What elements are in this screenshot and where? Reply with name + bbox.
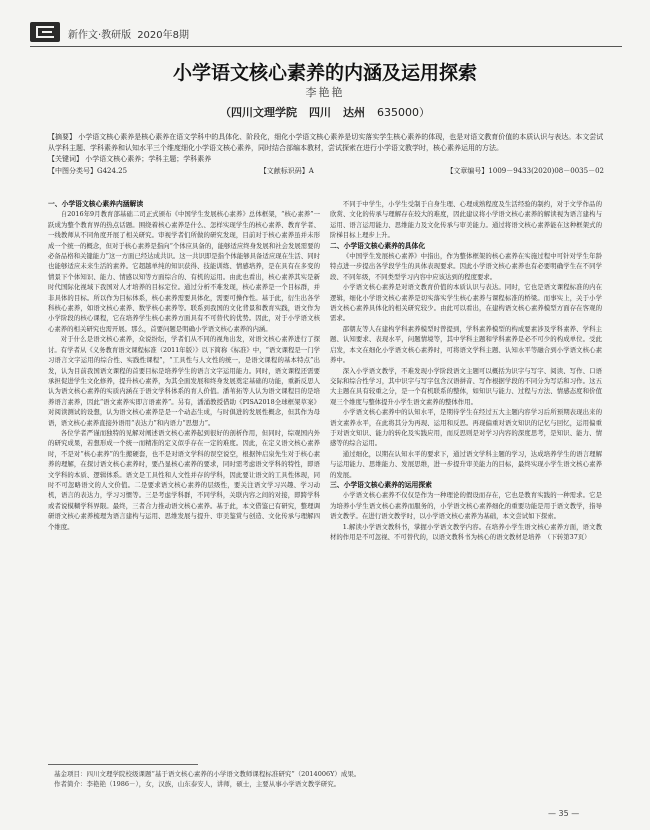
affiliation-postcode: 635000）: [377, 106, 430, 119]
body-paragraph: 小学语文核心素养中的认知水平，是期待学生在经过五大主题内容学习后所预期表现出来的语文素养水平，在此将其分为再现、运用和反思。再现偏重对语文知识的记忆与回忆，运用偏重于对语文知识、能力的转化及实践应用，而反思则是对学习内容的深度思考，是知识、能力、情感等的综合运用。: [330, 408, 602, 448]
journal-issue: [68, 26, 189, 41]
body-paragraph: 1.解读小学语文教科书，掌握小学语文教学内容。在培养小学生语文核心素养方面，语文教材的作用是不可忽视、不可替代的，以语文教科书为核心的语文教材是培养 （下转第37页）: [330, 522, 602, 541]
body-paragraph: 深入小学语文教学，不难发现小学阶段语文主题可以概括为识字与写字、阅读、写作、口语交际和综合性学习，其中识字与写字包含汉语拼音、写作根据学段的不同分为写话和习作。这五大主题在具有较重之分，是一个有机联系的整体，如知识与能力、过程与方法、情感态度和价值观三个维度与整体提升小学生语文素养的整体作用。: [330, 366, 602, 406]
body-paragraph: 不同于中学生，小学生受制于自身生理、心理成熟程度及生活经验的制约，对于文学作品的欣赏、文化的传承与理解存在较大的难度，因此建议将小学语文核心素养的解读视为语言建构与运用、语言运用能力、思维能力及文化传承与审美能力。通过将语文核心素养能在这种框架式的阶梯目标上理步上升。: [330, 200, 602, 240]
body-paragraph: 对于什么是语文核心素养，众说纷纭，学者们从不同的视角出发，对语文核心素养进行了探讨。有学者从《义务教育语文课程标准（2011年版）》以下简称《标准》中，“语文课程是一门学习语言文字运用的综合性、实践性课程”，“工具性与人文性的统一，是语文课程的基本特点”出发，认为目前我国语文课程的首要目标是培养学生的语言文字运用能力。同时，语文课程还需要承担促进学生文化修养，提升核心素养，为其全面发展和终身发展奠定基础的功能，重新反思人认为语文核心素养的实质内涵在于语文学科体系的育人价值。潘苇拓等人认为语文课程目的是培养语言素养，因此“语文素养实即言语素养”。另有，潘涌教授借助《PISA2018全球框架草案》对阅读测试的设想，认为语文核心素养是是一个动态生成，与时俱进的发展性概念，但其作为母语，语文核心素养直接外语用“表达力”和内语力“思想力”。: [48, 335, 320, 427]
footnote: [54, 769, 610, 789]
article-number: 【文章编号】1009－9433(2020)08－0035－02: [446, 167, 604, 175]
journal-header: [30, 22, 622, 44]
article-meta: [48, 132, 604, 177]
affiliation-city: 达州: [343, 106, 365, 119]
article-author: 李艳艳: [305, 86, 345, 99]
section-heading: 二、小学语文核心素养的具体化: [330, 241, 426, 250]
journal-logo-icon: [30, 22, 60, 42]
article-title: 小学语文核心素养的内涵及运用探索: [172, 62, 477, 84]
article-identifiers: [48, 166, 604, 177]
clc-number: 【中图分类号】G424.25: [48, 167, 128, 175]
keywords: 【关键词】 小学语文核心素养；学科主题；学科素养: [48, 155, 212, 163]
body-paragraph: 通过细化，以期在认知水平的要求下，通过语文学科主题的学习，达成培养学生的语言理解与运用能力、思维能力、发展思维，进一步提升审美能力的目标，最终实现小学生语文核心素养的发展。: [330, 449, 602, 479]
abstract: 【摘要】 小学语文核心素养是核心素养在语文学科中的具体化、阶段化，细化小学语文核心素养是切实落实学生核心素养的体现，也是对语文教育价值的本质认识与表达。本文尝试从学科主题、学科素养和认知水平三个维度细化小学语文核心素养，同时结合部编本教材，尝试探索在进行小学语文教学时，核心素养运用的方法。: [48, 133, 604, 152]
footnote-rule: [48, 764, 198, 765]
section-heading: 三、小学语文核心素养的运用探索: [330, 480, 432, 489]
body-paragraph: 邵朝友等人在建构学科素养模型时曾提到，学科素养模型的构成要素涉及学科素养、学科主题、认知要求、表现水平，问题情境等，其中学科主题和学科素养是必不可少的构成单位。受此启发，本文在细化小学语文核心素养时，可将语文学科主题、认知水平等融合到小学语文核心素养中。: [330, 324, 602, 365]
journal-name: 新作文·教研版: [68, 30, 132, 41]
affiliation-province: 四川: [309, 106, 331, 119]
footnote-author-bio: 作者简介：李艳艳（1986－），女，汉族，山东泰安人，讲师，硕士，主要从事小学语文教学研究。: [54, 780, 341, 788]
section-heading: 一、小学语文核心素养内涵解读: [48, 200, 144, 208]
footnote-fund: 基金项目：四川文理学院校级课题“基于语文核心素养的小学语文教师课程标准研究”（2014006Y）成果。: [54, 770, 361, 778]
page-number: — 35 —: [548, 809, 580, 818]
author-affiliation: [0, 104, 650, 120]
affiliation-school: （四川文理学院: [220, 106, 297, 119]
body-column-left: [48, 199, 320, 734]
issue-label: 2020年8期: [137, 30, 189, 41]
header-rule: [30, 46, 622, 47]
document-code: 【文献标识码】A: [259, 167, 314, 175]
body-paragraph: 小学语文核心素养不仅仅是作为一种理论的假设而存在，它也是教育实践的一种需求。它是为培养小学生语文核心素养而服务的，小学语文核心素养细化的重要功能是用于语文教学，指导语文教学。在进行语文教学时，以小学语文核心素养为基础，本文尝试如下探索。: [330, 491, 602, 521]
body-paragraph: 自2016年9月教育部基础二司正式颁布《中国学生发展核心素养》总体框架，“核心素养”一跃成为整个教育界的热点话题。围绕着核心素养是什么、怎样实现学生的核心素养、教育学者、一线教师从不同角度开展了相关研究。审视学者们所做的研究发现，目前对于核心素养虽并未形成一个统一的概念，但对于核心素养是指向“个体应具备的，能够适应终身发展和社会发展需要的必备品格和关键能力”这一方面已经达成共识。这一共识即是指个体能够具备适应现在生活、同时也能够适应未来生活的素养。它超越单纯的知识获得、技能训练、情感培养，是在具有在多变的情景下个体知识、能力、情感以知等方面综合的、有机的运用。由此也看出，核心素养其实是新时代国际化视域下我国对人才培养的目标定位。通过分析不难发现，核心素养是一个目标群，并非具体的目标。所以作为目标体系，核心素养需要具体化，需要可操作性。基于此，衍生出各学科核心素养，如语文核心素养、数学核心素养等。联系到我国的文化背景和教育实践，语文作为小学阶段的核心课程，它在培养学生核心素养方面具有不可替代的优势。因此，对于小学语文核心素养的相关研究也需开展。那么，首要问题是明确小学语文核心素养的内涵。: [48, 210, 320, 333]
body-paragraph: 《中国学生发展核心素养》中指出，作为整体框架的核心素养在实施过程中可针对学生年龄特点进一步提出各学段学生的具体表现要求。因此小学语文核心素养也有必要明确学生在不同学段、不同年级，不同类型学习内容中应该达到的程度要求。: [330, 252, 602, 281]
body-column-right: [330, 199, 602, 734]
body-paragraph: 各位学者严谨而独特的见解对阐述语文核心素养起到很好的剖析作用，但同时，综观国内外的研究成果，若想形成一个统一而精准的定义似乎存在一定的难度。因此，在定义语文核心素养时，不是对“核心素养”的生搬硬套，也不是对语文学科的误空说空，根据钟启泉先生对于核心素养的理解，在探讨语文核心素养时，要凸显核心素养的要求，同时需考虑语文学科的特性，即语文学科的本质、逻辑体系。语文是工具性和人文性并存的学科，因此要让语文的工具性体现，同时不可忽略语文的人文价值。二是要求语文核心素养的层级性，要关注语文学习兴趣、学习动机，语言的表达力，学习习惯等。三是考虑学科群，不同学科，关联内容之间的对接，即跨学科或者说模糊学科界限。最终，三者合力推动语文核心素养。基于此，本文借鉴已有研究，整理调研语文核心素养梳理为语言建构与运用、思维发展与提升、审美鉴赏与创造、文化传承与理解四个维度。: [48, 428, 320, 531]
body-paragraph: 小学语文核心素养是对语文教育价值的本质认识与表达。同时，它也是语文课程标准的内在逻辑，细化小学语文核心素养是切实落实学生核心素养与课程标准的桥梁。而事实上，关于小学语文核心素养具体化的相关研究较少。由此可以看出，在建构语文核心素养模型方面存在客观的需求。: [330, 283, 602, 323]
